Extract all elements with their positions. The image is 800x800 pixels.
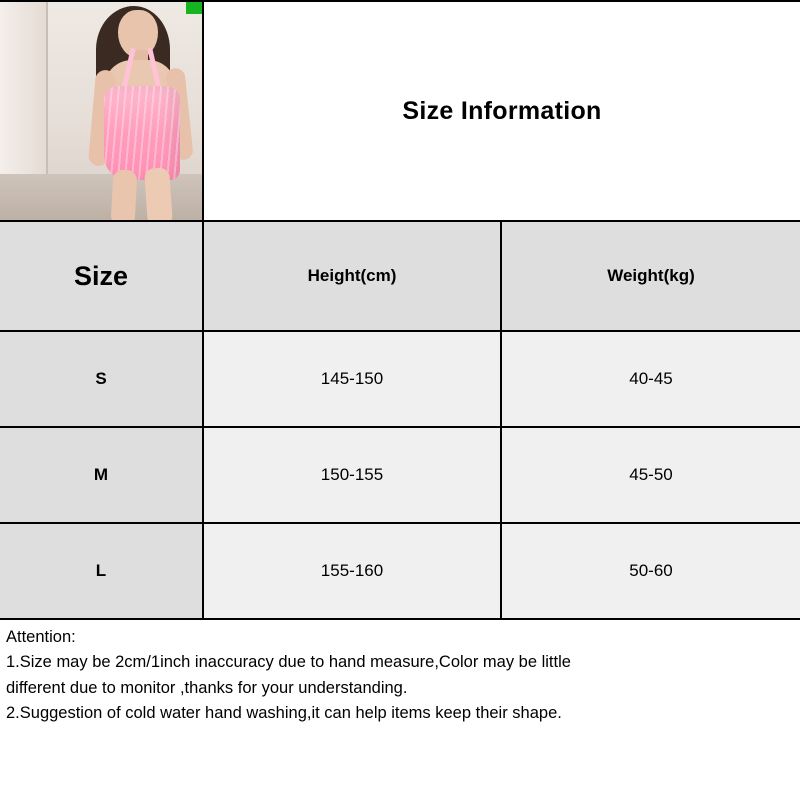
cell-size: S [0,332,204,426]
model-leg-right [144,167,173,220]
cell-size: L [0,524,204,618]
column-header-size: Size [0,222,204,330]
page-title: Size Information [402,96,602,125]
notes-line-1: 1.Size may be 2cm/1inch inaccuracy due to hand measure,Color may be little [6,653,571,672]
cell-height: 145-150 [204,332,502,426]
notes-heading: Attention: [6,628,76,646]
column-header-weight: Weight(kg) [502,222,800,330]
table-row [0,426,800,522]
column-header-height: Height(cm) [204,222,502,330]
green-corner-tag-icon [186,2,202,14]
title-cell [204,2,800,220]
table-header-row [0,222,800,330]
header-row [0,0,800,222]
attention-notes [0,620,800,726]
product-photo [0,2,202,220]
notes-line-2: different due to monitor ,thanks for your understanding. [6,678,408,697]
table-row [0,522,800,618]
cell-weight: 50-60 [502,524,800,618]
product-photo-cell [0,2,204,220]
cell-weight: 45-50 [502,428,800,522]
model-leg-left [111,169,138,220]
cell-height: 150-155 [204,428,502,522]
cell-height: 155-160 [204,524,502,618]
size-table [0,222,800,620]
cell-weight: 40-45 [502,332,800,426]
cell-size: M [0,428,204,522]
pink-dress [104,86,180,180]
table-row [0,330,800,426]
notes-line-3: 2.Suggestion of cold water hand washing,it can help items keep their shape. [6,704,562,723]
photo-corner-line [46,2,48,174]
